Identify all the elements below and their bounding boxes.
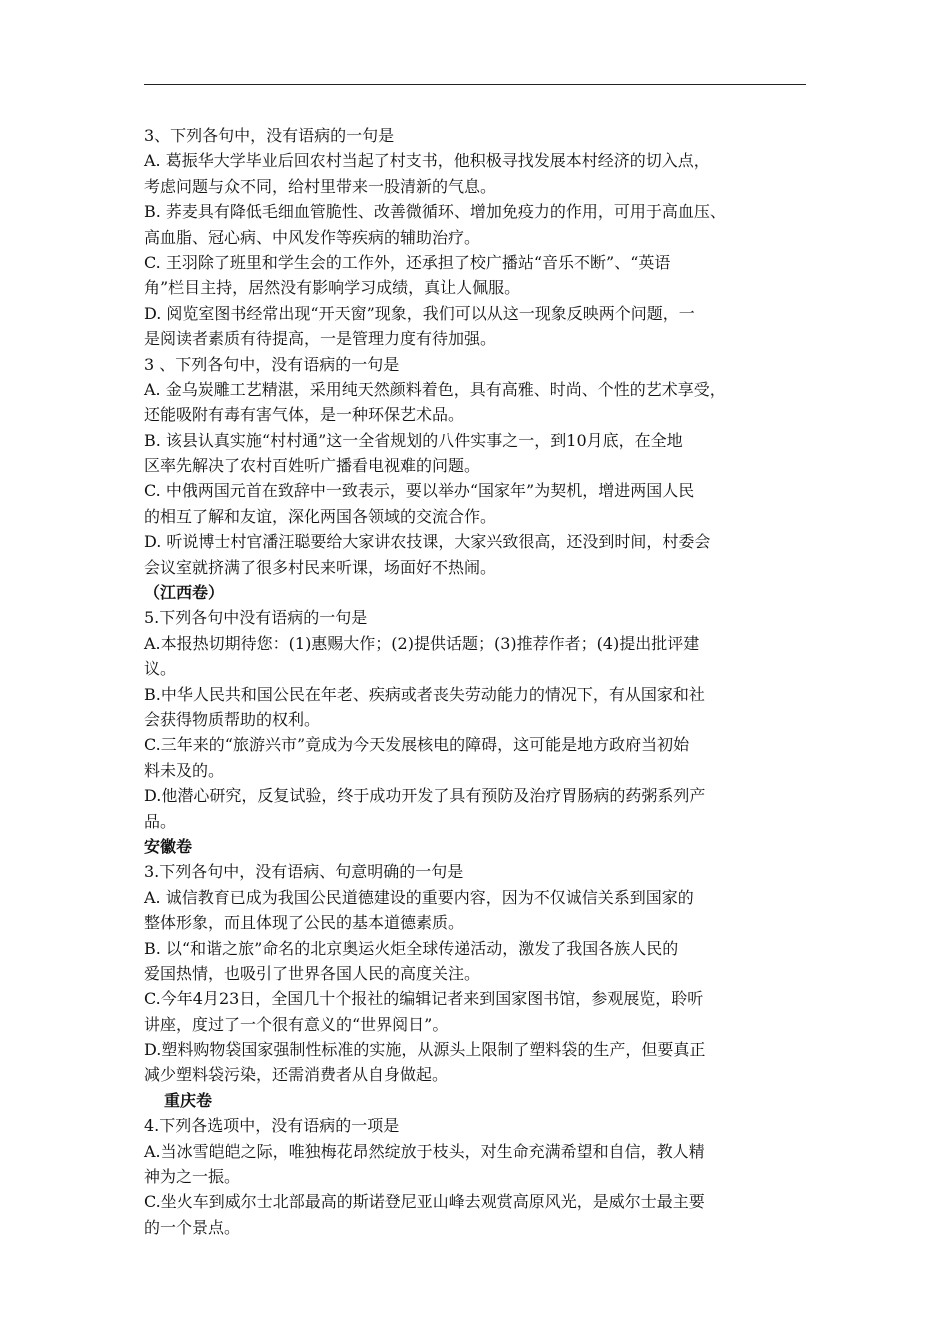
text-line: C. 中俄两国元首在致辞中一致表示，要以举办“国家年”为契机，增进两国人民 xyxy=(144,481,695,501)
text-line: 品。 xyxy=(144,811,177,831)
text-line: B. 以“和谐之旅”命名的北京奥运火炬全球传递活动，激发了我国各族人民的 xyxy=(144,938,679,958)
text-line: 高血脂、冠心病、中风发作等疾病的辅助治疗。 xyxy=(144,227,481,247)
text-line: C.坐火车到威尔士北部最高的斯诺登尼亚山峰去观赏高原风光，是威尔士最主要 xyxy=(144,1192,705,1212)
text-line: 神为之一振。 xyxy=(144,1167,241,1187)
text-line: 3.下列各句中，没有语病、句意明确的一句是 xyxy=(144,862,464,882)
text-line: 爱国热情，也吸引了世界各国人民的高度关注。 xyxy=(144,963,481,983)
text-line: 议。 xyxy=(144,659,177,679)
text-line: C.三年来的“旅游兴市”竟成为今天发展核电的障碍，这可能是地方政府当初始 xyxy=(144,735,690,755)
text-line: 区率先解决了农村百姓听广播看电视难的问题。 xyxy=(144,456,481,476)
document-body xyxy=(144,123,810,1240)
text-line: A.本报热切期待您：(1)惠赐大作；(2)提供话题；(3)推荐作者；(4)提出批评建 xyxy=(144,633,700,653)
text-line: D. 阅览室图书经常出现“开天窗”现象，我们可以从这一现象反映两个问题，一 xyxy=(144,303,695,323)
text-line: B. 该县认真实施“村村通”这一全省规划的八件实事之一，到10月底，在全地 xyxy=(144,430,683,450)
text-line: 5.下列各句中没有语病的一句是 xyxy=(144,608,368,628)
header-rule xyxy=(144,84,806,85)
text-line: 重庆卷 xyxy=(164,1090,213,1110)
text-line: A.当冰雪皑皑之际，唯独梅花昂然绽放于枝头，对生命充满希望和自信，教人精 xyxy=(144,1141,705,1161)
text-line: 会议室就挤满了很多村民来听课，场面好不热闹。 xyxy=(144,557,497,577)
text-line: 整体形象，而且体现了公民的基本道德素质。 xyxy=(144,913,465,933)
text-line: 还能吸附有毒有害气体，是一种环保艺术品。 xyxy=(144,405,465,425)
text-line: D.塑料购物袋国家强制性标准的实施，从源头上限制了塑料袋的生产，但要真正 xyxy=(144,1040,706,1060)
text-line: C.今年4月23日，全国几十个报社的编辑记者来到国家图书馆，参观展览，聆听 xyxy=(144,989,704,1009)
text-line: 讲座，度过了一个很有意义的“世界阅日”。 xyxy=(144,1014,449,1034)
text-line: A. 金乌炭雕工艺精湛，采用纯天然颜料着色，具有高雅、时尚、个性的艺术享受， xyxy=(144,379,726,399)
text-line: （江西卷） xyxy=(144,583,225,603)
text-line: B.中华人民共和国公民在年老、疾病或者丧失劳动能力的情况下，有从国家和社 xyxy=(144,684,705,704)
text-line: A. 诚信教育已成为我国公民道德建设的重要内容，因为不仅诚信关系到国家的 xyxy=(144,887,694,907)
text-line: 会获得物质帮助的权利。 xyxy=(144,709,321,729)
text-line: 4.下列各选项中，没有语病的一项是 xyxy=(144,1116,400,1136)
text-line: 减少塑料袋污染，还需消费者从自身做起。 xyxy=(144,1065,449,1085)
text-line: 安徽卷 xyxy=(144,836,193,856)
text-line: 3 、下列各句中，没有语病的一句是 xyxy=(144,354,400,374)
text-line: D.他潜心研究，反复试验，终于成功开发了具有预防及治疗胃肠病的药粥系列产 xyxy=(144,786,706,806)
text-line: C. 王羽除了班里和学生会的工作外，还承担了校广播站“音乐不断”、“英语 xyxy=(144,252,671,272)
text-line: B. 荞麦具有降低毛细血管脆性、改善微循环、增加免疫力的作用，可用于高血压、 xyxy=(144,202,726,222)
text-line: A. 葛振华大学毕业后回农村当起了村支书，他积极寻找发展本村经济的切入点， xyxy=(144,151,710,171)
text-line: D. 听说博士村官潘汪聪要给大家讲农技课，大家兴致很高，还没到时间，村委会 xyxy=(144,532,711,552)
text-line: 3、下列各句中，没有语病的一句是 xyxy=(144,126,395,145)
text-line: 料未及的。 xyxy=(144,760,225,780)
text-line: 是阅读者素质有待提高，一是管理力度有待加强。 xyxy=(144,329,497,349)
text-line: 的一个景点。 xyxy=(144,1217,241,1237)
text-line: 的相互了解和友谊，深化两国各领域的交流合作。 xyxy=(144,506,497,526)
text-line: 角”栏目主持，居然没有影响学习成绩，真让人佩服。 xyxy=(144,278,521,298)
text-line: 考虑问题与众不同，给村里带来一股清新的气息。 xyxy=(144,176,497,196)
